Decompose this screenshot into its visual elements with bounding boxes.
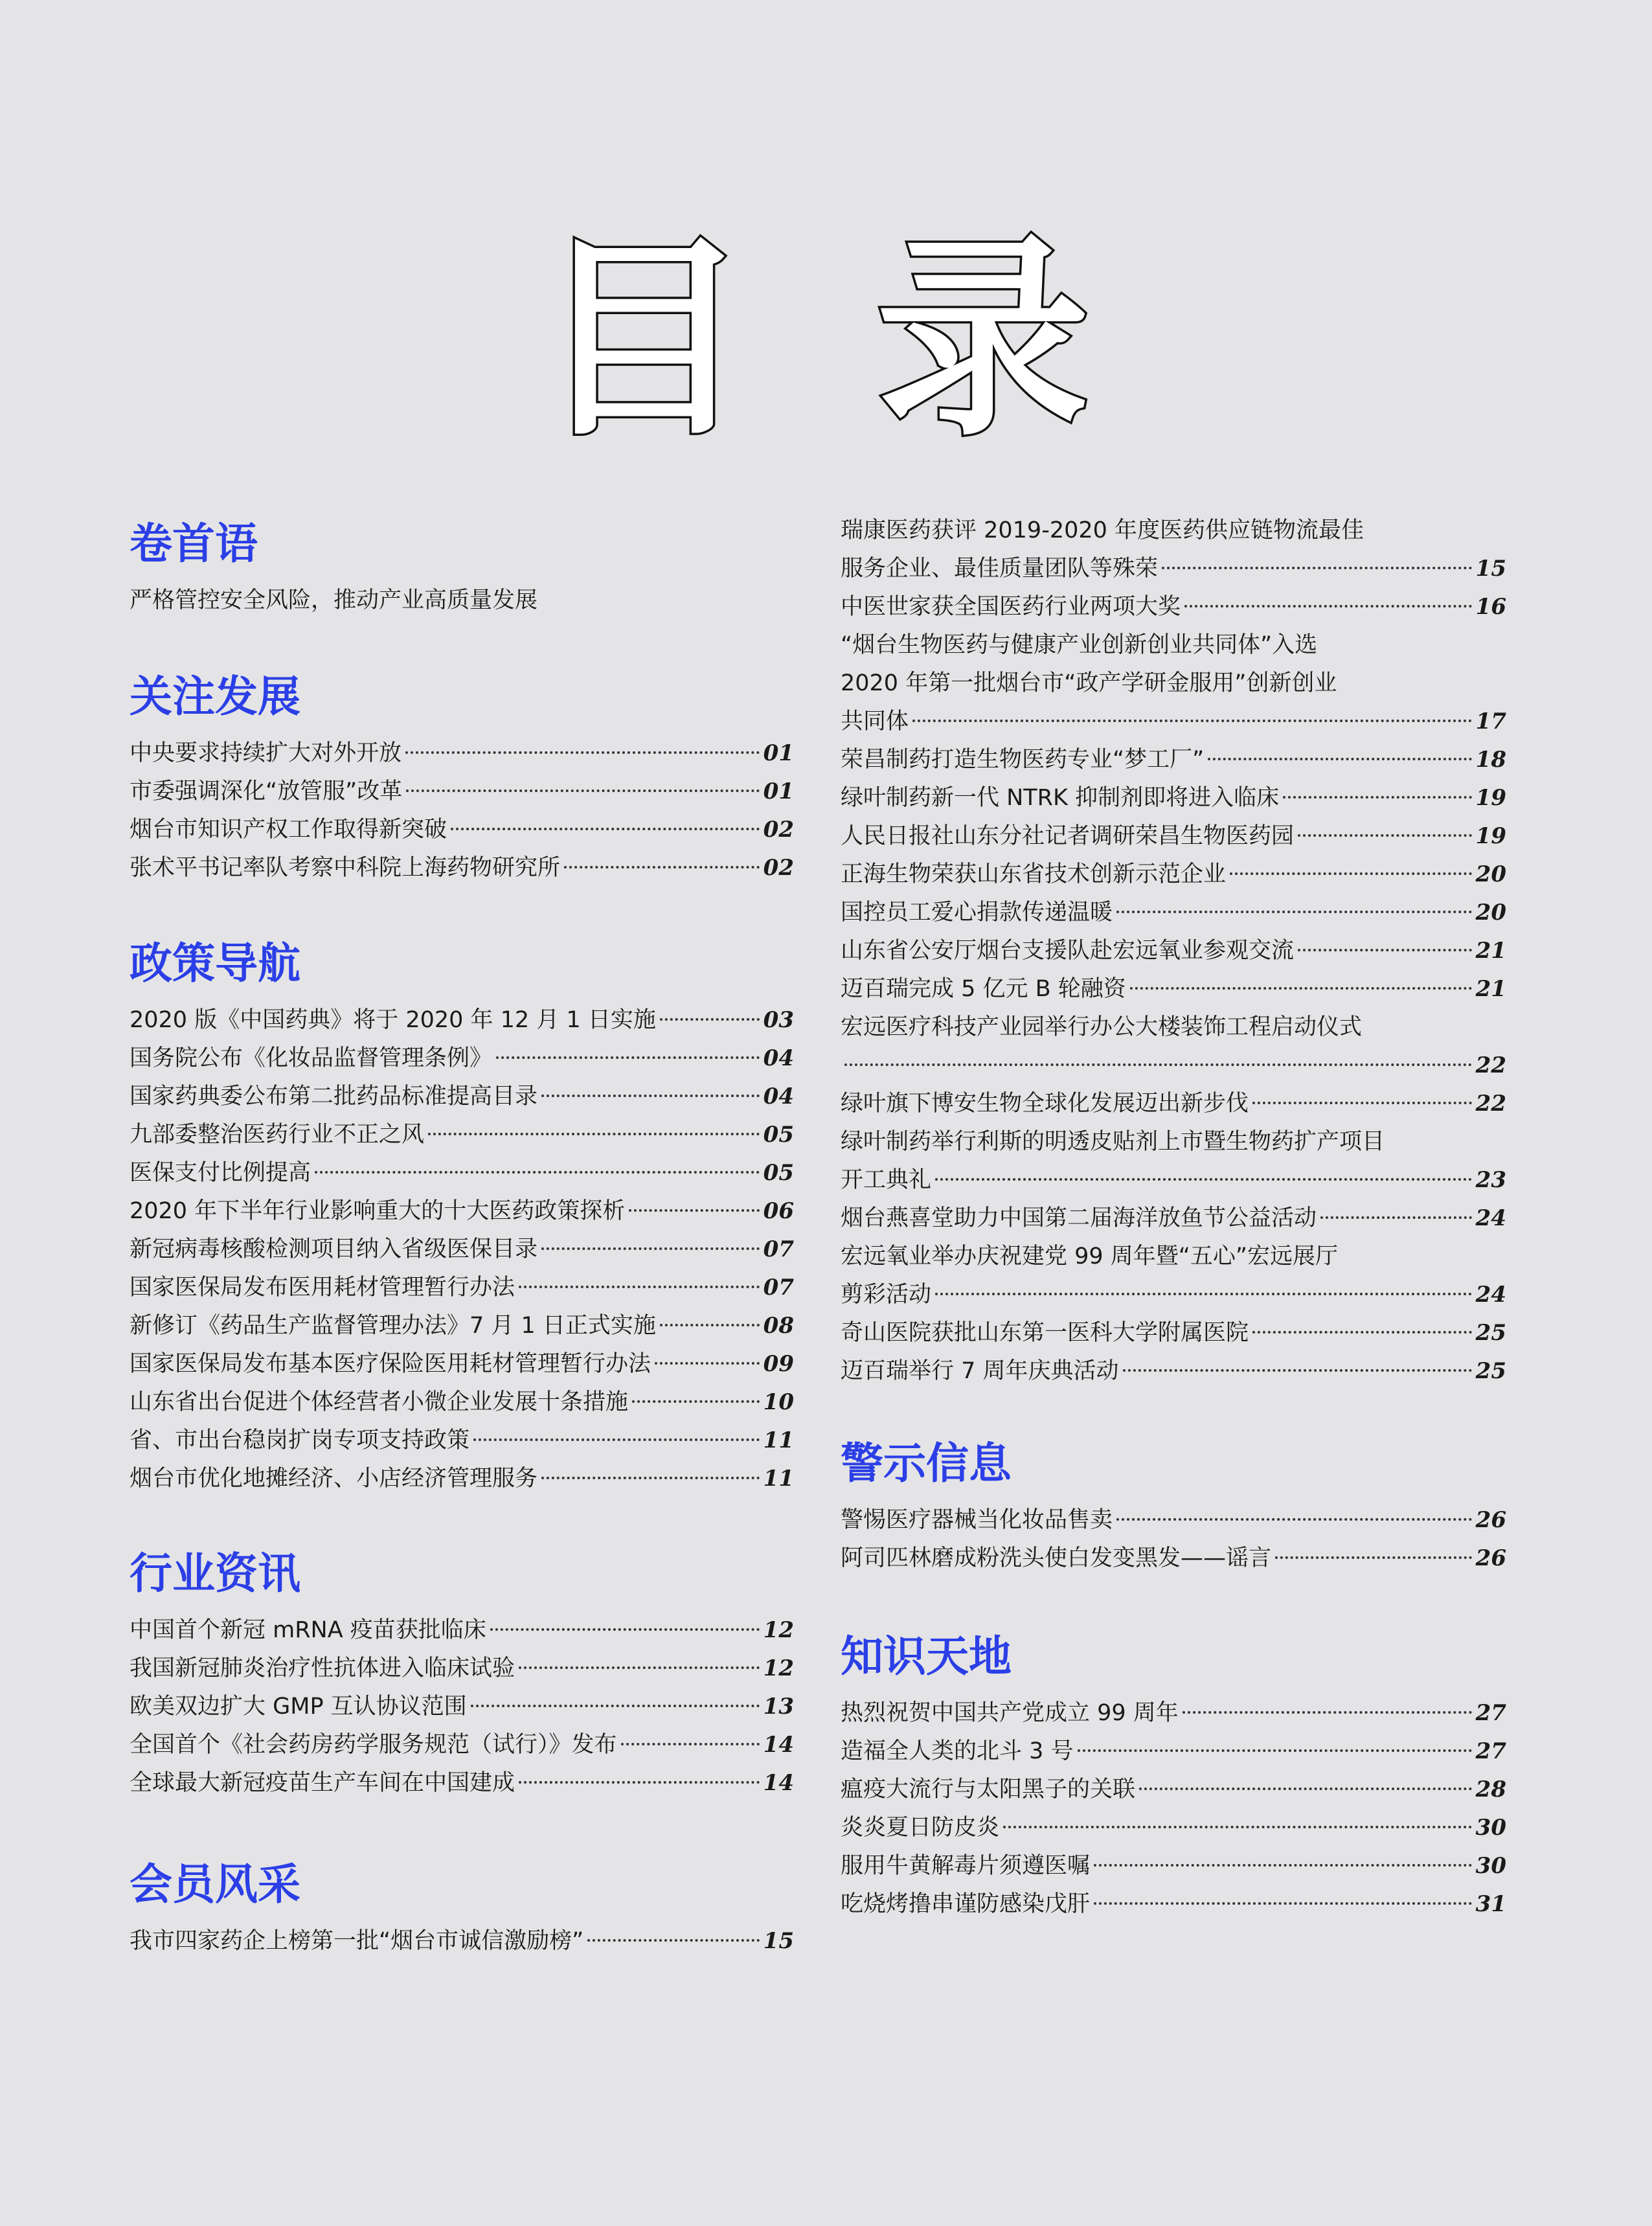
toc-entry-row bbox=[130, 1611, 794, 1650]
toc-entry[interactable] bbox=[841, 588, 1506, 626]
toc-entry[interactable] bbox=[841, 1352, 1506, 1391]
toc-section bbox=[130, 518, 794, 620]
toc-entry-title: 严格管控安全风险，推动产业高质量发展 bbox=[130, 587, 538, 613]
toc-entry-title: 山东省出台促进个体经营者小微企业发展十条措施 bbox=[130, 1389, 629, 1415]
toc-entry[interactable] bbox=[841, 1501, 1506, 1539]
toc-entry-row bbox=[841, 588, 1506, 626]
toc-page-number: 12 bbox=[763, 1655, 794, 1681]
toc-entry-title: 剪彩活动 bbox=[841, 1282, 932, 1308]
toc-page-number: 14 bbox=[763, 1770, 794, 1796]
toc-entry[interactable] bbox=[841, 1847, 1506, 1885]
toc-entry-title: 烟台市知识产权工作取得新突破 bbox=[130, 817, 447, 843]
toc-entry-row bbox=[841, 817, 1506, 856]
toc-entry-row bbox=[841, 1352, 1506, 1391]
toc-entry[interactable] bbox=[841, 1314, 1506, 1352]
toc-section bbox=[130, 938, 794, 1498]
dot-leader bbox=[621, 1743, 760, 1745]
toc-page-number: 05 bbox=[763, 1160, 794, 1186]
toc-entry[interactable] bbox=[841, 1238, 1506, 1276]
toc-entry-title: 新冠病毒核酸检测项目纳入省级医保目录 bbox=[130, 1236, 538, 1262]
toc-entry-row bbox=[130, 811, 794, 849]
toc-entry-row bbox=[130, 1460, 794, 1498]
toc-entry-row bbox=[130, 582, 794, 620]
dot-leader bbox=[471, 1705, 760, 1707]
toc-entry-row bbox=[841, 1008, 1506, 1047]
toc-page-number: 27 bbox=[1475, 1738, 1506, 1764]
toc-entry-title: 国家医保局发布基本医疗保险医用耗材管理暂行办法 bbox=[130, 1351, 651, 1377]
toc-entry[interactable] bbox=[841, 664, 1506, 703]
dot-leader bbox=[629, 1209, 759, 1212]
toc-page-number: 21 bbox=[1475, 976, 1506, 1002]
toc-page-number: 04 bbox=[763, 1045, 794, 1071]
section-heading: 关注发展 bbox=[130, 672, 300, 721]
toc-entry[interactable] bbox=[130, 1078, 794, 1116]
toc-entry[interactable] bbox=[841, 1123, 1506, 1161]
toc-entry-title: 瑞康医药获评 2019-2020 年度医药供应链物流最佳 bbox=[841, 517, 1364, 543]
toc-entry-row bbox=[130, 1726, 794, 1764]
toc-entry-title: 警惕医疗器械当化妆品售卖 bbox=[841, 1507, 1113, 1533]
toc-page-number: 19 bbox=[1475, 785, 1506, 811]
toc-entry[interactable] bbox=[130, 849, 794, 887]
toc-entry-title: 2020 年下半年行业影响重大的十大医药政策探析 bbox=[130, 1198, 626, 1224]
toc-entry-row bbox=[130, 1650, 794, 1688]
toc-entry-title: 炎炎夏日防皮炎 bbox=[841, 1815, 1000, 1841]
toc-page-number: 13 bbox=[763, 1694, 794, 1720]
toc-entry[interactable] bbox=[841, 1161, 1506, 1199]
toc-entry-title: 瘟疫大流行与太阳黑子的关联 bbox=[841, 1777, 1136, 1802]
toc-entry[interactable] bbox=[130, 1688, 794, 1726]
toc-entry-title: 阿司匹林磨成粉洗头使白发变黑发——谣言 bbox=[841, 1545, 1272, 1571]
toc-page-number: 08 bbox=[763, 1313, 794, 1339]
toc-entry-row bbox=[841, 932, 1506, 970]
toc-entry[interactable] bbox=[130, 1345, 794, 1383]
toc-entry-row bbox=[130, 1231, 794, 1269]
toc-entry-row bbox=[841, 1238, 1506, 1276]
dot-leader bbox=[451, 828, 760, 830]
toc-entry-title: 中央要求持续扩大对外开放 bbox=[130, 740, 402, 766]
toc-entry[interactable] bbox=[841, 550, 1506, 588]
toc-entry-row bbox=[130, 1383, 794, 1422]
toc-page-number: 23 bbox=[1475, 1167, 1506, 1193]
dot-leader bbox=[541, 1247, 760, 1250]
toc-entry-title: 正海生物荣获山东省技术创新示范企业 bbox=[841, 861, 1227, 887]
toc-entry[interactable] bbox=[841, 894, 1506, 932]
toc-entry[interactable] bbox=[130, 1764, 794, 1802]
dot-leader bbox=[473, 1438, 760, 1441]
toc-entry-title: 国控员工爱心捐款传递温暖 bbox=[841, 900, 1113, 926]
toc-page-number: 05 bbox=[763, 1122, 794, 1148]
toc-entry-row bbox=[130, 849, 794, 887]
toc-page-number: 01 bbox=[763, 778, 794, 804]
toc-entry-row bbox=[841, 741, 1506, 779]
toc-entry[interactable] bbox=[130, 1422, 794, 1460]
dot-leader bbox=[519, 1666, 760, 1669]
toc-page-number: 27 bbox=[1475, 1700, 1506, 1726]
dot-leader bbox=[912, 720, 1472, 722]
toc-entry-row bbox=[841, 1085, 1506, 1123]
dot-leader bbox=[1275, 1556, 1472, 1559]
toc-page-number: 25 bbox=[1475, 1358, 1506, 1384]
toc-entry-row bbox=[841, 1539, 1506, 1578]
toc-page-number: 16 bbox=[1475, 594, 1506, 620]
toc-entry[interactable] bbox=[130, 1650, 794, 1688]
toc-entry[interactable] bbox=[841, 626, 1506, 664]
toc-page-number: 18 bbox=[1475, 747, 1506, 773]
toc-entry[interactable] bbox=[130, 1231, 794, 1269]
toc-entry-row bbox=[130, 734, 794, 773]
toc-entry-title: 新修订《药品生产监督管理办法》7 月 1 日正式实施 bbox=[130, 1313, 656, 1339]
toc-entry-row bbox=[841, 703, 1506, 741]
toc-entry[interactable] bbox=[130, 1611, 794, 1650]
toc-page-number: 26 bbox=[1475, 1507, 1506, 1533]
toc-entry-title: 国家医保局发布医用耗材管理暂行办法 bbox=[130, 1275, 515, 1300]
dot-leader bbox=[564, 866, 760, 869]
toc-entry-title: 我国新冠肺炎治疗性抗体进入临床试验 bbox=[130, 1655, 515, 1681]
toc-entry-row bbox=[841, 1199, 1506, 1238]
dot-leader bbox=[1094, 1902, 1472, 1905]
toc-entry-row bbox=[130, 1001, 794, 1039]
toc-entry-title: 服用牛黄解毒片须遵医嘱 bbox=[841, 1853, 1091, 1879]
toc-entry-row bbox=[841, 1885, 1506, 1924]
section-heading: 知识天地 bbox=[841, 1631, 1012, 1681]
toc-entry[interactable] bbox=[841, 1085, 1506, 1123]
toc-page-number: 19 bbox=[1475, 823, 1506, 849]
dot-leader bbox=[1130, 987, 1472, 990]
toc-entry[interactable] bbox=[841, 1539, 1506, 1578]
dot-leader bbox=[1162, 567, 1472, 569]
toc-entry[interactable] bbox=[841, 1199, 1506, 1238]
toc-entry-row bbox=[841, 1123, 1506, 1161]
toc-entry-title: “烟台生物医药与健康产业创新创业共同体”入选 bbox=[841, 632, 1318, 658]
toc-entry-row bbox=[130, 1922, 794, 1960]
toc-entry-row bbox=[841, 1732, 1506, 1771]
toc-section bbox=[841, 1438, 1506, 1578]
toc-entry-title: 中国首个新冠 mRNA 疫苗获批临床 bbox=[130, 1617, 486, 1643]
toc-page-number: 25 bbox=[1475, 1320, 1506, 1346]
toc-entry[interactable] bbox=[130, 1269, 794, 1307]
section-heading: 政策导航 bbox=[130, 938, 300, 988]
toc-entry[interactable] bbox=[841, 970, 1506, 1008]
section-heading: 警示信息 bbox=[841, 1438, 1012, 1488]
toc-entry-title: 绿叶旗下博安生物全球化发展迈出新步伐 bbox=[841, 1091, 1249, 1117]
toc-entry-row bbox=[841, 1276, 1506, 1314]
toc-entry[interactable] bbox=[841, 703, 1506, 741]
toc-entry-title: 造福全人类的北斗 3 号 bbox=[841, 1738, 1074, 1764]
toc-entry-title: 人民日报社山东分社记者调研荣昌生物医药园 bbox=[841, 823, 1295, 849]
toc-entry[interactable] bbox=[841, 741, 1506, 779]
toc-entry-row bbox=[841, 1501, 1506, 1539]
toc-entry-row bbox=[841, 894, 1506, 932]
dot-leader bbox=[1139, 1788, 1472, 1790]
toc-page-number: 11 bbox=[763, 1427, 794, 1453]
toc-entry-row bbox=[841, 1161, 1506, 1199]
toc-entry-row bbox=[130, 1764, 794, 1802]
toc-entry-title: 烟台市优化地摊经济、小店经济管理服务 bbox=[130, 1466, 538, 1492]
toc-entry[interactable] bbox=[130, 1383, 794, 1422]
toc-entry-title: 烟台燕喜堂助力中国第二届海洋放鱼节公益活动 bbox=[841, 1205, 1317, 1231]
dot-leader bbox=[1320, 1216, 1472, 1219]
toc-section bbox=[130, 671, 794, 887]
toc-entry[interactable] bbox=[841, 1694, 1506, 1732]
toc-entry-row bbox=[841, 970, 1506, 1008]
dot-leader bbox=[655, 1362, 760, 1365]
dot-leader bbox=[660, 1324, 760, 1326]
toc-page-number: 15 bbox=[763, 1928, 794, 1954]
toc-entry[interactable] bbox=[130, 1116, 794, 1154]
toc-entry-row bbox=[841, 1047, 1506, 1085]
toc-entry-title: 宏远医疗科技产业园举行办公大楼装饰工程启动仪式 bbox=[841, 1014, 1363, 1040]
toc-section bbox=[841, 1631, 1506, 1924]
toc-entry[interactable] bbox=[841, 1047, 1506, 1085]
dot-leader bbox=[1003, 1826, 1472, 1828]
toc-page-number: 22 bbox=[1475, 1091, 1506, 1117]
toc-entry[interactable] bbox=[841, 817, 1506, 856]
toc-entry[interactable] bbox=[130, 1726, 794, 1764]
toc-page-number: 22 bbox=[1475, 1052, 1506, 1078]
toc-entry-title: 共同体 bbox=[841, 709, 909, 734]
dot-leader bbox=[1116, 1518, 1472, 1521]
toc-entry[interactable] bbox=[130, 1460, 794, 1498]
toc-entry-row bbox=[130, 773, 794, 811]
toc-entry-row bbox=[841, 856, 1506, 894]
toc-entry-row bbox=[841, 1694, 1506, 1732]
toc-entry[interactable] bbox=[841, 1885, 1506, 1924]
toc-entry-row bbox=[841, 512, 1506, 550]
toc-page-number: 10 bbox=[763, 1389, 794, 1415]
toc-entry-title: 国务院公布《化妆品监督管理条例》 bbox=[130, 1045, 493, 1071]
dot-leader bbox=[1116, 911, 1472, 913]
toc-entry-title: 山东省公安厅烟台支援队赴宏远氧业参观交流 bbox=[841, 938, 1295, 964]
dot-leader bbox=[1184, 605, 1472, 608]
toc-entry-title: 全国首个《社会药房药学服务规范（试行）》发布 bbox=[130, 1732, 617, 1758]
toc-entry-title: 张术平书记率队考察中科院上海药物研究所 bbox=[130, 855, 561, 881]
toc-page-number: 28 bbox=[1475, 1777, 1506, 1802]
toc-page-number: 31 bbox=[1475, 1891, 1506, 1917]
dot-leader bbox=[1252, 1102, 1472, 1104]
toc-entry[interactable] bbox=[841, 1008, 1506, 1047]
toc-entry[interactable] bbox=[130, 773, 794, 811]
dot-leader bbox=[428, 1133, 760, 1135]
toc-entry-row bbox=[130, 1345, 794, 1383]
toc-entry-title: 绿叶制药举行利斯的明透皮贴剂上市暨生物药扩产项目 bbox=[841, 1129, 1385, 1155]
toc-entry-row bbox=[130, 1039, 794, 1078]
toc-entry[interactable] bbox=[130, 734, 794, 773]
toc-page-number: 15 bbox=[1475, 556, 1506, 582]
toc-entry-title: 迈百瑞完成 5 亿元 B 轮融资 bbox=[841, 976, 1126, 1002]
toc-entry[interactable] bbox=[130, 582, 794, 620]
toc-page-number: 02 bbox=[763, 817, 794, 843]
toc-entry[interactable] bbox=[841, 512, 1506, 550]
toc-entry-title: 国家药典委公布第二批药品标准提高目录 bbox=[130, 1084, 538, 1109]
dot-leader bbox=[1298, 834, 1472, 837]
toc-page-number: 30 bbox=[1475, 1815, 1506, 1841]
toc-entry[interactable] bbox=[130, 1307, 794, 1345]
toc-entry-title: 市委强调深化“放管服”改革 bbox=[130, 778, 403, 804]
toc-entry[interactable] bbox=[841, 856, 1506, 894]
toc-page-number: 07 bbox=[763, 1275, 794, 1300]
toc-entry[interactable] bbox=[130, 811, 794, 849]
page-title: 目 录 bbox=[536, 216, 1116, 464]
toc-entry[interactable] bbox=[841, 932, 1506, 970]
toc-entry-row bbox=[841, 1771, 1506, 1809]
dot-leader bbox=[1252, 1331, 1472, 1334]
toc-entry-title: 我市四家药企上榜第一批“烟台市诚信激励榜” bbox=[130, 1928, 584, 1954]
toc-entry-title: 省、市出台稳岗扩岗专项支持政策 bbox=[130, 1427, 470, 1453]
toc-entry-row bbox=[130, 1078, 794, 1116]
section-heading: 行业资讯 bbox=[130, 1549, 300, 1598]
toc-entry-title: 全球最大新冠疫苗生产车间在中国建成 bbox=[130, 1770, 515, 1796]
dot-leader bbox=[844, 1063, 1472, 1066]
dot-leader bbox=[1094, 1864, 1472, 1867]
toc-entry-row bbox=[841, 626, 1506, 664]
dot-leader bbox=[315, 1171, 760, 1174]
dot-leader bbox=[519, 1286, 760, 1288]
toc-page-number: 01 bbox=[763, 740, 794, 766]
dot-leader bbox=[1208, 758, 1471, 760]
toc-entry-title: 2020 年第一批烟台市“政产学研金服用”创新创业 bbox=[841, 670, 1337, 696]
toc-entry-row bbox=[841, 1809, 1506, 1847]
toc-entry-row bbox=[130, 1688, 794, 1726]
toc-entry-row bbox=[130, 1154, 794, 1192]
toc-page-number: 04 bbox=[763, 1084, 794, 1109]
dot-leader bbox=[632, 1400, 760, 1403]
toc-page-number: 24 bbox=[1475, 1282, 1506, 1308]
toc-entry-title: 2020 版《中国药典》将于 2020 年 12 月 1 日实施 bbox=[130, 1007, 656, 1033]
toc-page-number: 11 bbox=[763, 1466, 794, 1492]
toc-entry-title: 宏远氧业举办庆祝建党 99 周年暨“五心”宏远展厅 bbox=[841, 1244, 1339, 1269]
toc-entry-row bbox=[130, 1269, 794, 1307]
toc-section bbox=[130, 1548, 794, 1802]
toc-page-number: 06 bbox=[763, 1198, 794, 1224]
toc-entry[interactable] bbox=[841, 1276, 1506, 1314]
dot-leader bbox=[406, 789, 759, 792]
dot-leader bbox=[519, 1781, 760, 1784]
toc-entry-title: 中医世家获全国医药行业两项大奖 bbox=[841, 594, 1181, 620]
section-heading: 卷首语 bbox=[130, 519, 258, 569]
toc-entry[interactable] bbox=[130, 1039, 794, 1078]
toc-entry[interactable] bbox=[130, 1154, 794, 1192]
toc-entry-row bbox=[130, 1192, 794, 1231]
toc-entry-title: 荣昌制药打造生物医药专业“梦工厂” bbox=[841, 747, 1205, 773]
toc-entry[interactable] bbox=[130, 1001, 794, 1039]
toc-page-number: 09 bbox=[763, 1351, 794, 1377]
toc-entry-row bbox=[130, 1422, 794, 1460]
toc-entry-title: 医保支付比例提高 bbox=[130, 1160, 311, 1186]
dot-leader bbox=[490, 1628, 760, 1631]
section-heading: 会员风采 bbox=[130, 1859, 300, 1909]
toc-page-number: 21 bbox=[1475, 938, 1506, 964]
toc-entry-row bbox=[130, 1307, 794, 1345]
toc-entry-title: 奇山医院获批山东第一医科大学附属医院 bbox=[841, 1320, 1249, 1346]
toc-entry-title: 热烈祝贺中国共产党成立 99 周年 bbox=[841, 1700, 1179, 1726]
toc-entry[interactable] bbox=[841, 1771, 1506, 1809]
dot-leader bbox=[541, 1095, 760, 1097]
toc-entry-row bbox=[841, 1847, 1506, 1885]
dot-leader bbox=[1283, 796, 1472, 799]
toc-entry-row bbox=[841, 1314, 1506, 1352]
toc-section bbox=[841, 512, 1506, 1391]
toc-entry[interactable] bbox=[841, 779, 1506, 817]
dot-leader bbox=[1230, 872, 1472, 875]
dot-leader bbox=[587, 1939, 759, 1942]
toc-entry-row bbox=[130, 1116, 794, 1154]
toc-entry-row bbox=[841, 664, 1506, 703]
toc-entry-title: 开工典礼 bbox=[841, 1167, 932, 1193]
toc-entry-title: 九部委整治医药行业不正之风 bbox=[130, 1122, 425, 1148]
dot-leader bbox=[405, 751, 760, 754]
toc-page-number: 20 bbox=[1475, 861, 1506, 887]
toc-entry[interactable] bbox=[130, 1922, 794, 1960]
toc-entry[interactable] bbox=[130, 1192, 794, 1231]
toc-page-number: 17 bbox=[1475, 709, 1506, 734]
toc-page-number: 24 bbox=[1475, 1205, 1506, 1231]
toc-entry-row bbox=[841, 550, 1506, 588]
toc-entry-title: 欧美双边扩大 GMP 互认协议范围 bbox=[130, 1694, 467, 1720]
dot-leader bbox=[660, 1018, 760, 1021]
toc-entry-row bbox=[841, 779, 1506, 817]
toc-entry-title: 绿叶制药新一代 NTRK 抑制剂即将进入临床 bbox=[841, 785, 1280, 811]
toc-entry[interactable] bbox=[841, 1809, 1506, 1847]
toc-page-number: 30 bbox=[1475, 1853, 1506, 1879]
toc-entry[interactable] bbox=[841, 1732, 1506, 1771]
toc-page-number: 14 bbox=[763, 1732, 794, 1758]
dot-leader bbox=[541, 1477, 760, 1479]
toc-entry-title: 服务企业、最佳质量团队等殊荣 bbox=[841, 556, 1159, 582]
dot-leader bbox=[1123, 1369, 1472, 1372]
dot-leader bbox=[1298, 949, 1472, 951]
toc-page-number: 03 bbox=[763, 1007, 794, 1033]
dot-leader bbox=[935, 1293, 1472, 1295]
toc-page-number: 12 bbox=[763, 1617, 794, 1643]
dot-leader bbox=[1078, 1749, 1472, 1752]
toc-page-number: 26 bbox=[1475, 1545, 1506, 1571]
toc-page-number: 02 bbox=[763, 855, 794, 881]
toc-page-number: 07 bbox=[763, 1236, 794, 1262]
toc-section bbox=[130, 1859, 794, 1960]
toc-entry-title: 吃烧烤撸串谨防感染戊肝 bbox=[841, 1891, 1091, 1917]
toc-entry-title: 迈百瑞举行 7 周年庆典活动 bbox=[841, 1358, 1119, 1384]
toc-page-number: 20 bbox=[1475, 900, 1506, 926]
dot-leader bbox=[1182, 1711, 1472, 1714]
dot-leader bbox=[935, 1178, 1472, 1181]
dot-leader bbox=[496, 1056, 760, 1059]
